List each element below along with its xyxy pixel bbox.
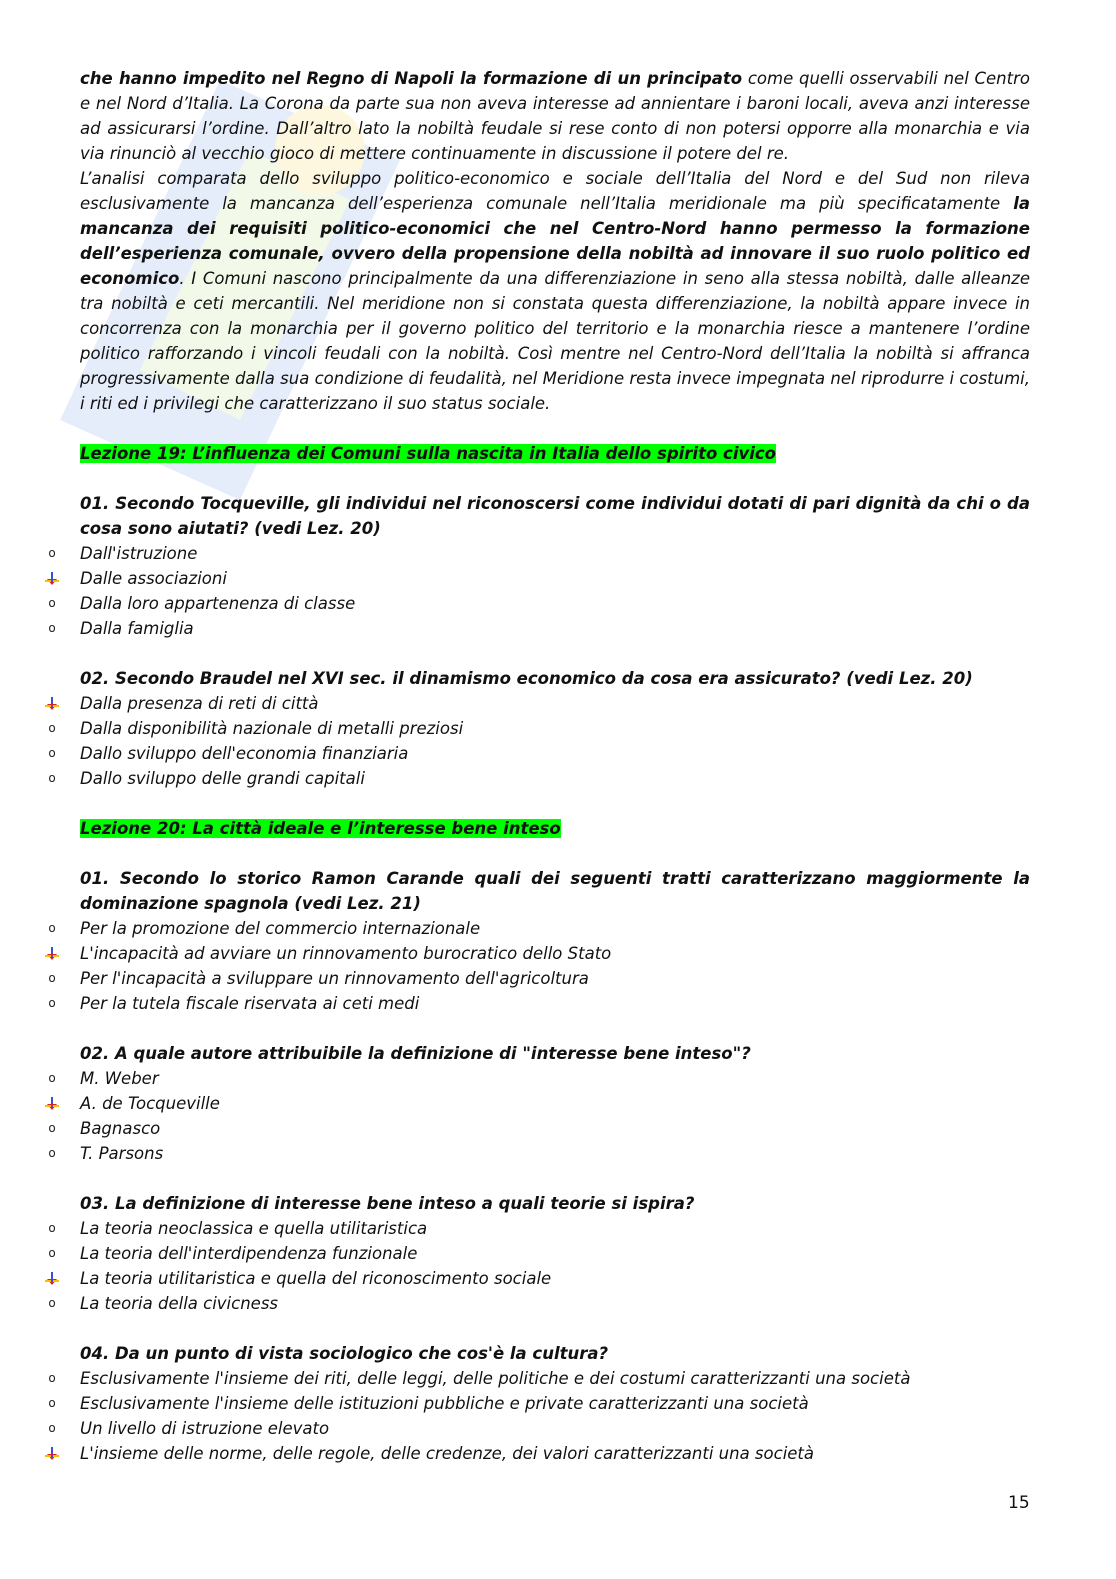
answer-option [48, 591, 1030, 616]
answer-option-correct [80, 691, 1030, 716]
intro-paragraph-2-start: L’analisi comparata dello sviluppo politico-economico e sociale dell’Italia del Nord e del Sud non rileva esclusivamente la mancanza dell’esperienza comunale nell’Italia meridionale ma più specificatamente [80, 169, 1030, 213]
answer-option-correct [80, 941, 1030, 966]
circle-bullet-icon: o [48, 996, 56, 1010]
spacer [80, 466, 1030, 491]
circle-bullet-icon: o [48, 1371, 56, 1385]
lessons-container [48, 416, 1030, 1466]
intro-paragraph-1-bold: che hanno impedito nel Regno di Napoli la formazione di un principato [80, 69, 743, 88]
spacer [80, 416, 1030, 441]
intro-paragraph-1 [80, 66, 1030, 166]
circle-bullet-icon: o [48, 1421, 56, 1435]
circle-bullet-icon: o [48, 1121, 56, 1135]
answer-option [48, 1216, 1030, 1241]
option-text: Dalla loro appartenenza di classe [80, 594, 356, 613]
answer-option [48, 766, 1030, 791]
correct-arrow-icon [44, 566, 60, 591]
option-text: Un livello di istruzione elevato [80, 1419, 330, 1438]
option-text: Per la promozione del commercio internazionale [80, 919, 481, 938]
lesson-title: Lezione 20: La città ideale e l’interesse bene inteso [80, 819, 561, 838]
answer-options-list [48, 916, 1030, 1016]
option-text: Bagnasco [80, 1119, 161, 1138]
answer-option [48, 741, 1030, 766]
spacer [80, 1016, 1030, 1041]
option-text: Esclusivamente l'insieme delle istituzioni pubbliche e private caratterizzanti una società [80, 1394, 809, 1413]
option-text: La teoria dell'interdipendenza funzionale [80, 1244, 418, 1263]
correct-arrow-icon [44, 1091, 60, 1116]
circle-bullet-icon: o [48, 971, 56, 985]
answer-option [48, 716, 1030, 741]
intro-paragraph-1-text: come quelli osservabili nel Centro e nel Nord d’Italia. La Corona da parte sua non aveva interesse ad annientare i baroni locali, aveva anzi interesse ad assicurarsi l’ordine. Dall’altro lato la nobiltà feudale si rese conto di non potersi opporre alla monarchia e via via rinunciò al vecchio gioco di mettere continuamente in discussione il potere del re. [80, 69, 1030, 163]
circle-bullet-icon: o [48, 596, 56, 610]
answer-options-list [48, 1066, 1030, 1166]
option-text: L'incapacità ad avviare un rinnovamento burocratico dello Stato [80, 944, 612, 963]
answer-option-correct [80, 566, 1030, 591]
document-page [48, 66, 1030, 1466]
lesson-heading-row [80, 816, 1030, 841]
spacer [80, 1166, 1030, 1191]
correct-arrow-icon [44, 1266, 60, 1291]
answer-options-list [48, 691, 1030, 791]
circle-bullet-icon: o [48, 1221, 56, 1235]
circle-bullet-icon: o [48, 1071, 56, 1085]
circle-bullet-icon: o [48, 546, 56, 560]
spacer [80, 1316, 1030, 1341]
option-text: Dalla famiglia [80, 619, 194, 638]
option-text: Per l'incapacità a sviluppare un rinnovamento dell'agricoltura [80, 969, 589, 988]
option-text: Per la tutela fiscale riservata ai ceti medi [80, 994, 420, 1013]
answer-option [48, 1366, 1030, 1391]
intro-paragraph-2 [80, 166, 1030, 416]
answer-option [48, 541, 1030, 566]
intro-paragraph-2-rest: . I Comuni nascono principalmente da una differenziazione in seno alla stessa nobiltà, dalle alleanze tra nobiltà e ceti mercantili. Nel meridione non si constata questa differenziazione, la nobiltà appare invece in concorrenza con la monarchia per il governo politico del territorio e la monarchia riesce a mantenere l’ordine politico rafforzando i vincoli feudali con la nobiltà. Così mentre nel Centro-Nord dell’Italia la nobiltà si affranca progressivamente dalla sua condizione di feudalità, nel Meridione resta invece impegnata nel riprodurre i costumi, i riti ed i privilegi che caratterizzano il suo status sociale. [80, 269, 1030, 413]
answer-option-correct [80, 1266, 1030, 1291]
option-text: L'insieme delle norme, delle regole, delle credenze, dei valori caratterizzanti una società [80, 1444, 815, 1463]
answer-option [48, 1116, 1030, 1141]
answer-option [48, 1066, 1030, 1091]
answer-options-list [48, 1366, 1030, 1466]
circle-bullet-icon: o [48, 771, 56, 785]
circle-bullet-icon: o [48, 1146, 56, 1160]
option-text: Dall'istruzione [80, 544, 198, 563]
lesson-heading-row [80, 441, 1030, 466]
answer-options-list [48, 1216, 1030, 1316]
question-text: 02. Secondo Braudel nel XVI sec. il dinamismo economico da cosa era assicurato? (vedi Lez. 20) [80, 669, 973, 688]
intro-paragraph-2-bold: la mancanza dei requisiti politico-economici che nel Centro-Nord hanno permesso la formazione dell’esperienza comunale, ovvero della propensione della nobiltà ad innovare il suo ruolo politico ed economico [80, 194, 1030, 288]
option-text: T. Parsons [80, 1144, 164, 1163]
answer-option [48, 616, 1030, 641]
answer-option [48, 916, 1030, 941]
option-text: Dallo sviluppo dell'economia finanziaria [80, 744, 409, 763]
lesson-title: Lezione 19: L’influenza dei Comuni sulla nascita in Italia dello spirito civico [80, 444, 777, 463]
answer-options-list [48, 541, 1030, 641]
answer-option [48, 1416, 1030, 1441]
option-text: La teoria utilitaristica e quella del riconoscimento sociale [80, 1269, 552, 1288]
answer-option [48, 1391, 1030, 1416]
option-text: Dalla disponibilità nazionale di metalli preziosi [80, 719, 464, 738]
question-text: 01. Secondo lo storico Ramon Carande quali dei seguenti tratti caratterizzano maggiormente la dominazione spagnola (vedi Lez. 21) [80, 869, 1030, 913]
option-text: M. Weber [80, 1069, 159, 1088]
correct-arrow-icon [44, 1441, 60, 1466]
answer-option [48, 966, 1030, 991]
option-text: La teoria della civicness [80, 1294, 279, 1313]
spacer [80, 791, 1030, 816]
answer-option [48, 1291, 1030, 1316]
option-text: La teoria neoclassica e quella utilitaristica [80, 1219, 428, 1238]
circle-bullet-icon: o [48, 1246, 56, 1260]
circle-bullet-icon: o [48, 746, 56, 760]
option-text: A. de Tocqueville [80, 1094, 220, 1113]
circle-bullet-icon: o [48, 1296, 56, 1310]
option-text: Dalla presenza di reti di città [80, 694, 319, 713]
question-text: 01. Secondo Tocqueville, gli individui nel riconoscersi come individui dotati di pari dignità da chi o da cosa sono aiutati? (vedi Lez. 20) [80, 494, 1030, 538]
page-number: 15 [1008, 1493, 1030, 1513]
circle-bullet-icon: o [48, 1396, 56, 1410]
answer-option [48, 1241, 1030, 1266]
answer-option [48, 1141, 1030, 1166]
correct-arrow-icon [44, 691, 60, 716]
question-text: 02. A quale autore attribuibile la definizione di "interesse bene inteso"? [80, 1044, 751, 1063]
answer-option-correct [80, 1441, 1030, 1466]
circle-bullet-icon: o [48, 621, 56, 635]
spacer [80, 641, 1030, 666]
circle-bullet-icon: o [48, 721, 56, 735]
option-text: Esclusivamente l'insieme dei riti, delle leggi, delle politiche e dei costumi caratterizzanti una società [80, 1369, 911, 1388]
option-text: Dallo sviluppo delle grandi capitali [80, 769, 365, 788]
option-text: Dalle associazioni [80, 569, 227, 588]
circle-bullet-icon: o [48, 921, 56, 935]
answer-option-correct [80, 1091, 1030, 1116]
spacer [80, 841, 1030, 866]
question-text: 04. Da un punto di vista sociologico che cos'è la cultura? [80, 1344, 609, 1363]
question-text: 03. La definizione di interesse bene inteso a quali teorie si ispira? [80, 1194, 695, 1213]
correct-arrow-icon [44, 941, 60, 966]
answer-option [48, 991, 1030, 1016]
